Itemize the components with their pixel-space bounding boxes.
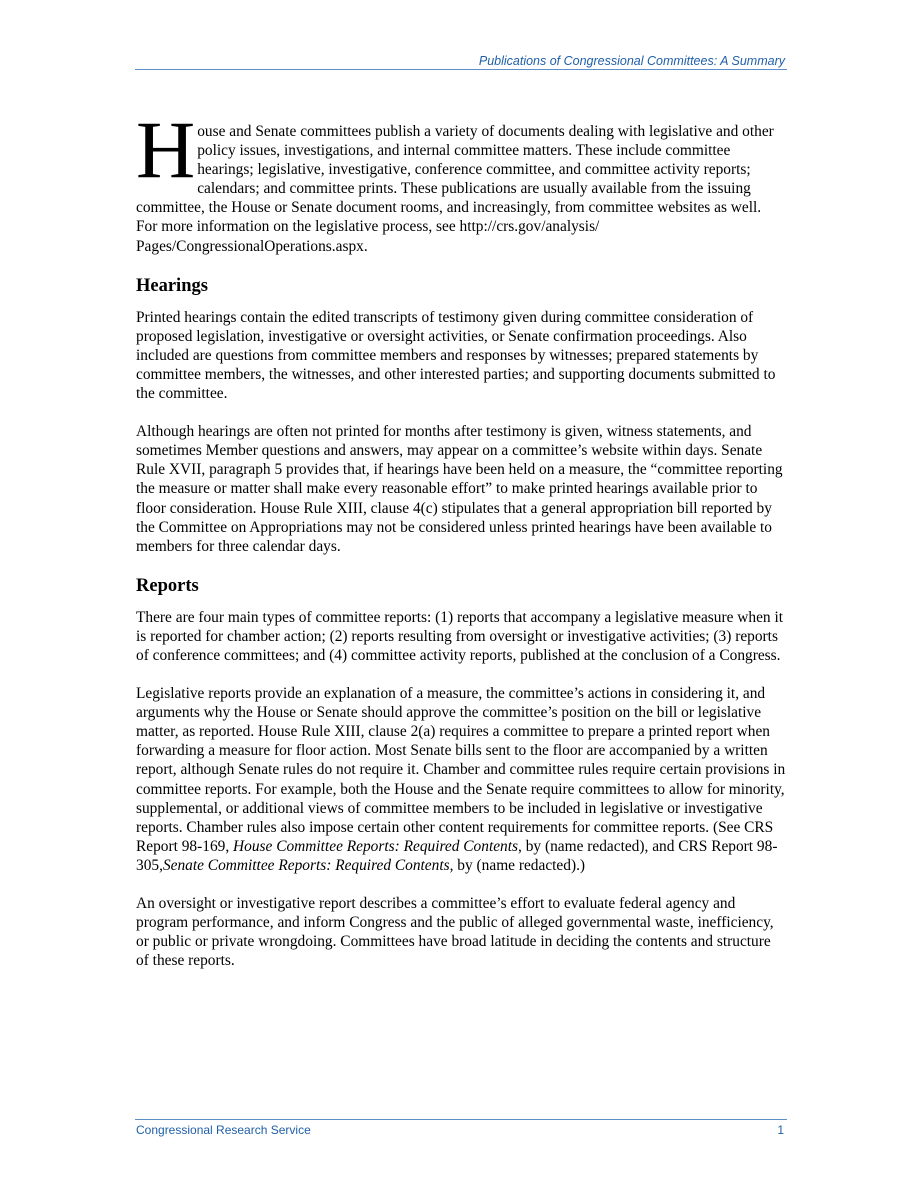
reports-p2-text-a: Legislative reports provide an explanation of a measure, the committee’s actions in considering it, and arguments why the House or Senate should approve the committee’s position on the bill or legislative matter, as reported. House Rule XIII, clause 2(a) requires a committee to prepare a printed report when forwarding a measure for floor action. Most Senate bills sent to the floor are accompanied by a written report, although Senate rules do not require it. Chamber and committee rules require certain provisions in committee reports. For example, both the House and the Senate require committees to allow for minority, supplemental, or additional views of committee members to be included in legislative or investigative reports. Chamber rules also impose certain other content requirements for committee reports. (See CRS Report 98-169,	[136, 685, 786, 855]
reports-p2-text-b: , by (name redacted), and CRS Report 98-305,	[136, 837, 778, 874]
reports-heading: Reports	[136, 575, 199, 596]
hearings-paragraph-2: Although hearings are often not printed for months after testimony is given, witness statements, and sometimes Member questions and answers, may appear on a committee’s website within days. Senate Rule XVII, paragraph 5 provides that, if hearings have been held on a measure, the “committee reporting the measure or matter shall make every reasonable effort” to make printed hearings available prior to floor consideration. House Rule XIII, clause 4(c) stipulates that a general appropriation bill reported by the Committee on Appropriations may not be considered unless printed hearings have been available to members for three calendar days.	[136, 423, 783, 555]
footer-organization: Congressional Research Service	[136, 1123, 311, 1137]
reports-p2-text-c: , by (name redacted).)	[449, 856, 586, 874]
footer-rule	[135, 1119, 787, 1120]
running-header-title: Publications of Congressional Committees: A Summary	[478, 54, 785, 68]
hearings-heading: Hearings	[136, 275, 208, 296]
header-rule	[135, 69, 787, 70]
page-number: 1	[777, 1123, 784, 1137]
reports-paragraph-3: An oversight or investigative report describes a committee’s effort to evaluate federal agency and program performance, and inform Congress and the public of alleged governmental waste, inefficiency, or public or private wrongdoing. Committees have broad latitude in deciding the contents and structure of these reports.	[136, 895, 774, 970]
intro-paragraph	[136, 104, 786, 256]
citation-senate-report-title: Senate Committee Reports: Required Contents	[162, 856, 450, 874]
citation-house-report-title: House Committee Reports: Required Contents	[233, 837, 519, 855]
reports-paragraph-2	[136, 684, 786, 875]
hearings-paragraph-1: Printed hearings contain the edited transcripts of testimony given during committee consideration of proposed legislation, investigative or oversight activities, or Senate confirmation proceedings. Also included are questions from committee members and responses by witnesses; prepared statements by committee members, the witnesses, and other interested parties; and supporting documents submitted to the committee.	[136, 308, 776, 403]
document-body	[136, 104, 786, 989]
drop-cap: H	[136, 104, 196, 195]
intro-text: ouse and Senate committees publish a variety of documents dealing with legislative and other policy issues, investigations, and internal committee matters. These include committee hearings; legislative, investigative, conference committee, and committee activity reports; calendars; and committee prints. These publications are usually available from the issuing committee, the House or Senate document rooms, and increasingly, from committee websites as well. For more information on the legislative process, see http://crs.gov/analysis/ Pages/CongressionalOperations.aspx.	[136, 123, 774, 255]
reports-paragraph-1: There are four main types of committee reports: (1) reports that accompany a legislative measure when it is reported for chamber action; (2) reports resulting from oversight or investigative activities; (3) reports of conference committees; and (4) committee activity reports, published at the conclusion of a Congress.	[136, 608, 784, 664]
